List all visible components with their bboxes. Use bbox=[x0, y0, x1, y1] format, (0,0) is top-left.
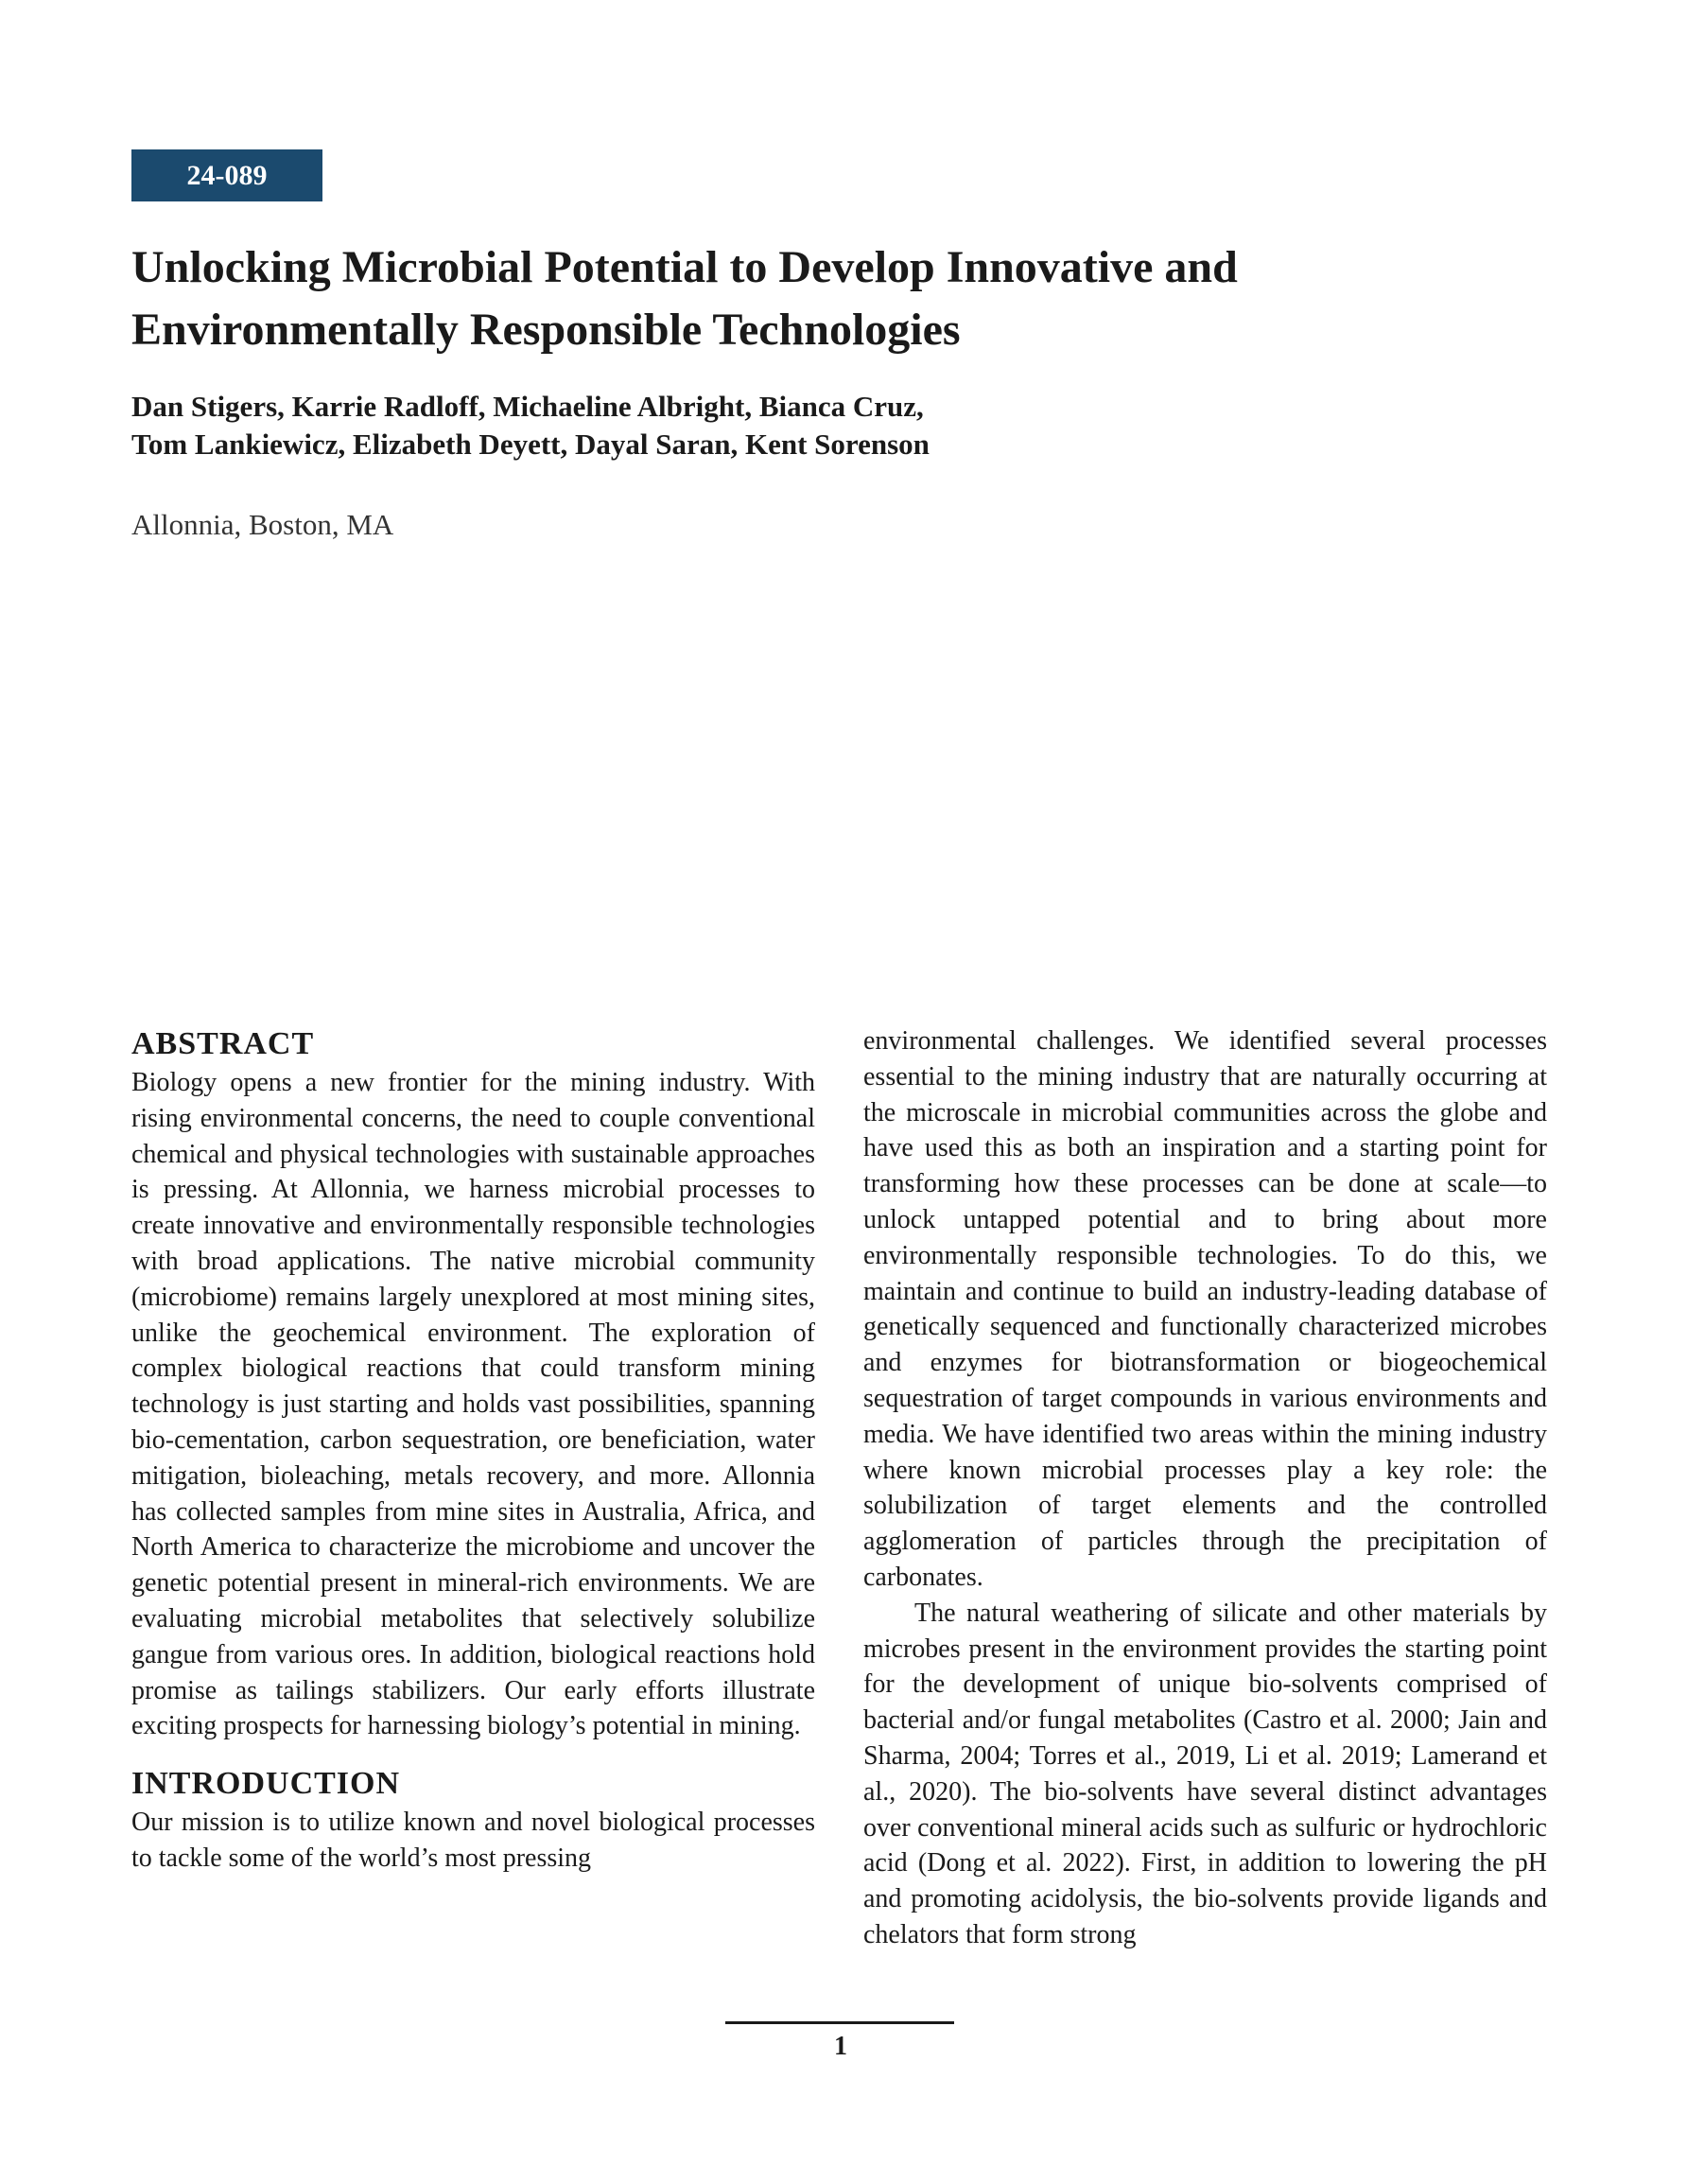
footer-rule bbox=[725, 2021, 954, 2024]
author-list: Dan Stigers, Karrie Radloff, Michaeline Albright, Bianca Cruz, Tom Lankiewicz, Elizabeth Deyett, Dayal Saran, Kent Sorenson bbox=[131, 390, 930, 461]
paper-title: Unlocking Microbial Potential to Develop Innovative and Environmentally Responsible Technologies bbox=[131, 242, 1238, 355]
abstract-heading: ABSTRACT bbox=[131, 1026, 315, 1061]
left-column bbox=[131, 1023, 815, 1877]
right-column bbox=[863, 1023, 1547, 1953]
introduction-paragraph-continued: environmental challenges. We identified several processes essential to the mining industry that are naturally occurring at the microscale in microbial communities across the globe and have used this as both an inspiration and a starting point for transforming how these processes can be done at scale—to unlock untapped potential and to bring about more environmentally responsible technologies. To do this, we maintain and continue to build an industry-leading database of genetically sequenced and functionally characterized microbes and enzymes for biotransformation or biogeochemical sequestration of target compounds in various environments and media. We have identified two areas within the mining industry where known microbial processes play a key role: the solubilization of target elements and the controlled agglomeration of particles through the precipitation of carbonates. bbox=[863, 1026, 1547, 1592]
paper-id-badge: 24-089 bbox=[131, 149, 322, 201]
affiliation: Allonnia, Boston, MA bbox=[131, 508, 394, 541]
introduction-paragraph-2: The natural weathering of silicate and other materials by microbes present in the environment provides the starting point for the development of unique bio-solvents comprised of bacterial and/or fungal metabolites (Castro et al. 2000; Jain and Sharma, 2004; Torres et al., 2019, Li et al. 2019; Lamerand et al., 2020). The bio-solvents have several distinct advantages over conventional mineral acids such as sulfuric or hydrochloric acid (Dong et al. 2022). First, in addition to lowering the pH and promoting acidolysis, the bio-solvents provide ligands and chelators that form strong bbox=[863, 1598, 1547, 1949]
introduction-paragraph-start: Our mission is to utilize known and novel biological processes to tackle some of the world’s most pressing bbox=[131, 1808, 815, 1873]
abstract-text: Biology opens a new frontier for the mining industry. With rising environmental concerns, the need to couple conventional chemical and physical technologies with sustainable approaches is pressing. At Allonnia, we harness microbial processes to create innovative and environmentally responsible technologies with broad applications. The native microbial community (microbiome) remains largely unexplored at most mining sites, unlike the geochemical environment. The exploration of complex biological reactions that could transform mining technology is just starting and holds vast possibilities, spanning bio-cementation, carbon sequestration, ore beneficiation, water mitigation, bioleaching, metals recovery, and more. Allonnia has collected samples from mine sites in Australia, Africa, and North America to characterize the microbiome and uncover the genetic potential present in mineral-rich environments. We are evaluating microbial metabolites that selectively solubilize gangue from various ores. In addition, biological reactions hold promise as tailings stabilizers. Our early efforts illustrate exciting prospects for harnessing biology’s potential in mining. bbox=[131, 1068, 815, 1741]
introduction-heading: INTRODUCTION bbox=[131, 1766, 401, 1802]
page-number: 1 bbox=[834, 2032, 847, 2061]
